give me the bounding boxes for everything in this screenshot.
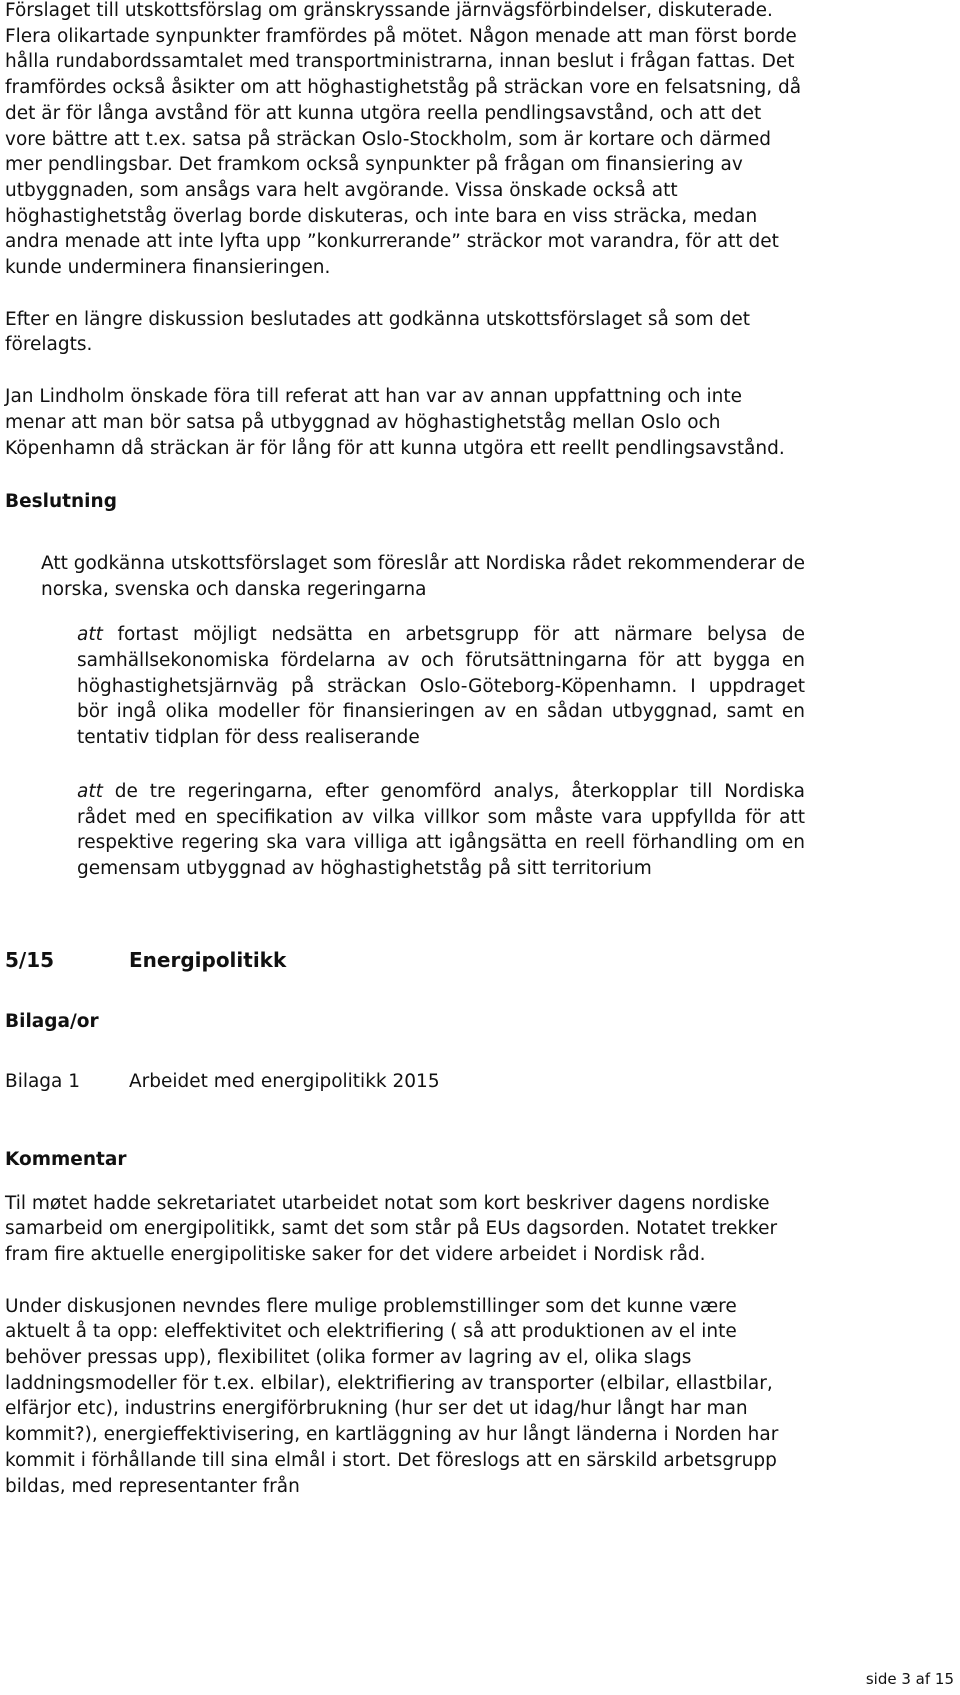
attachment-row [5,1069,805,1095]
intro-paragraph: Förslaget till utskottsförslag om gränskryssande järnvägsförbindelser, diskuterade. Flera olikartade synpunkter framfördes på mötet. Någon menade att man först borde hålla rundabordssamtalet med transportministrarna, innan beslut i frågan fattas. Det framfördes också åsikter om att höghastighetståg på sträckan vore en felsatsning, då det är för långa avstånd för att kunna utgöra reella pendlingsavstånd, och att det vore bättre att t.ex. satsa på sträckan Oslo-Stockholm, som är kortare och därmed mer pendlingsbar. Det framkom också synpunkter på frågan om finansiering av utbyggnaden, som ansågs vara helt avgörande. Vissa önskade också att höghastighetståg överlag borde diskuteras, och inte bara en viss sträcka, medan andra menade att inte lyfta upp ”konkurrerande” sträckor mot varandra, för att det kunde underminera finansieringen. [5,0,802,279]
att-lead: att [77,780,103,802]
comment-heading: Kommentar [5,1148,127,1170]
section-number: 5/15 [5,947,55,972]
comment-paragraph-1: Til møtet hadde sekretariatet utarbeidet notat som kort beskriver dagens nordiske samarbeid om energipolitikk, samt det som står på EUs dagsorden. Notatet trekker fram fire aktuelle energipolitiske saker for det videre arbeidet i Nordisk råd. [5,1192,778,1265]
att-lead: att [77,624,103,646]
att-clause-text: de tre regeringarna, efter genomförd analys, återkopplar till Nordiska rådet med en specifikation av vilka villkor som måste vara uppfyllda för att respektive regering ska vara villiga att igångsätta en reell förhandling om en gemensam utbyggnad av höghastighetståg på sitt territorium [77,780,805,879]
beslutning-heading: Beslutning [5,491,117,513]
att-clause-2 [5,779,805,882]
section-title: Energipolitikk [129,947,287,972]
attachments-heading: Bilaga/or [5,1011,99,1033]
section-heading [5,948,805,974]
attachment-title: Arbeidet med energipolitikk 2015 [129,1071,440,1093]
decision-paragraph: Efter en längre diskussion beslutades att godkänna utskottsförslaget så som det förelagts. [5,308,750,356]
page-indicator: side 3 af 15 [865,1670,954,1688]
document-page [5,0,805,1499]
beslutning-intro: Att godkänna utskottsförslaget som föreslår att Nordiska rådet rekommenderar de norska, svenska och danska regeringarna [41,552,806,600]
attachment-label: Bilaga 1 [5,1071,81,1093]
lindholm-paragraph: Jan Lindholm önskade föra till referat att han var av annan uppfattning och inte menar att man bör satsa på utbyggnad av höghastighetståg mellan Oslo och Köpenhamn då sträckan är för lång för att kunna utgöra ett reellt pendlingsavstånd. [5,386,785,459]
att-clause-text: fortast möjligt nedsätta en arbetsgrupp för att närmare belysa de samhällsekonomiska fördelarna av och förutsättningarna för att bygga en höghastighetsjärnväg på sträckan Oslo-Göteborg-Köpenhamn. I uppdraget bör ingå olika modeller för finansieringen av en sådan utbyggnad, samt en tentativ tidplan för dess realiserande [77,624,805,749]
comment-paragraph-2: Under diskusjonen nevndes flere mulige problemstillinger som det kunne være aktuelt å ta opp: eleffektivitet och elektrifiering ( så att produktionen av el inte behöver pressas upp), flexibilitet (olika former av lagring av el, olika slags laddningsmodeller för t.ex. elbilar), elektrifiering av transporter (elbilar, ellastbilar, elfärjor etc), industrins energiförbrukning (hur ser det ut idag/hur långt har man kommit?), energieffektivisering, en kartläggning av hur långt länderna i Norden har kommit i förhållande till sina elmål i stort. Det föreslogs att en särskild arbetsgrupp bildas, med representanter från [5,1295,779,1497]
att-clause-1 [5,622,805,751]
